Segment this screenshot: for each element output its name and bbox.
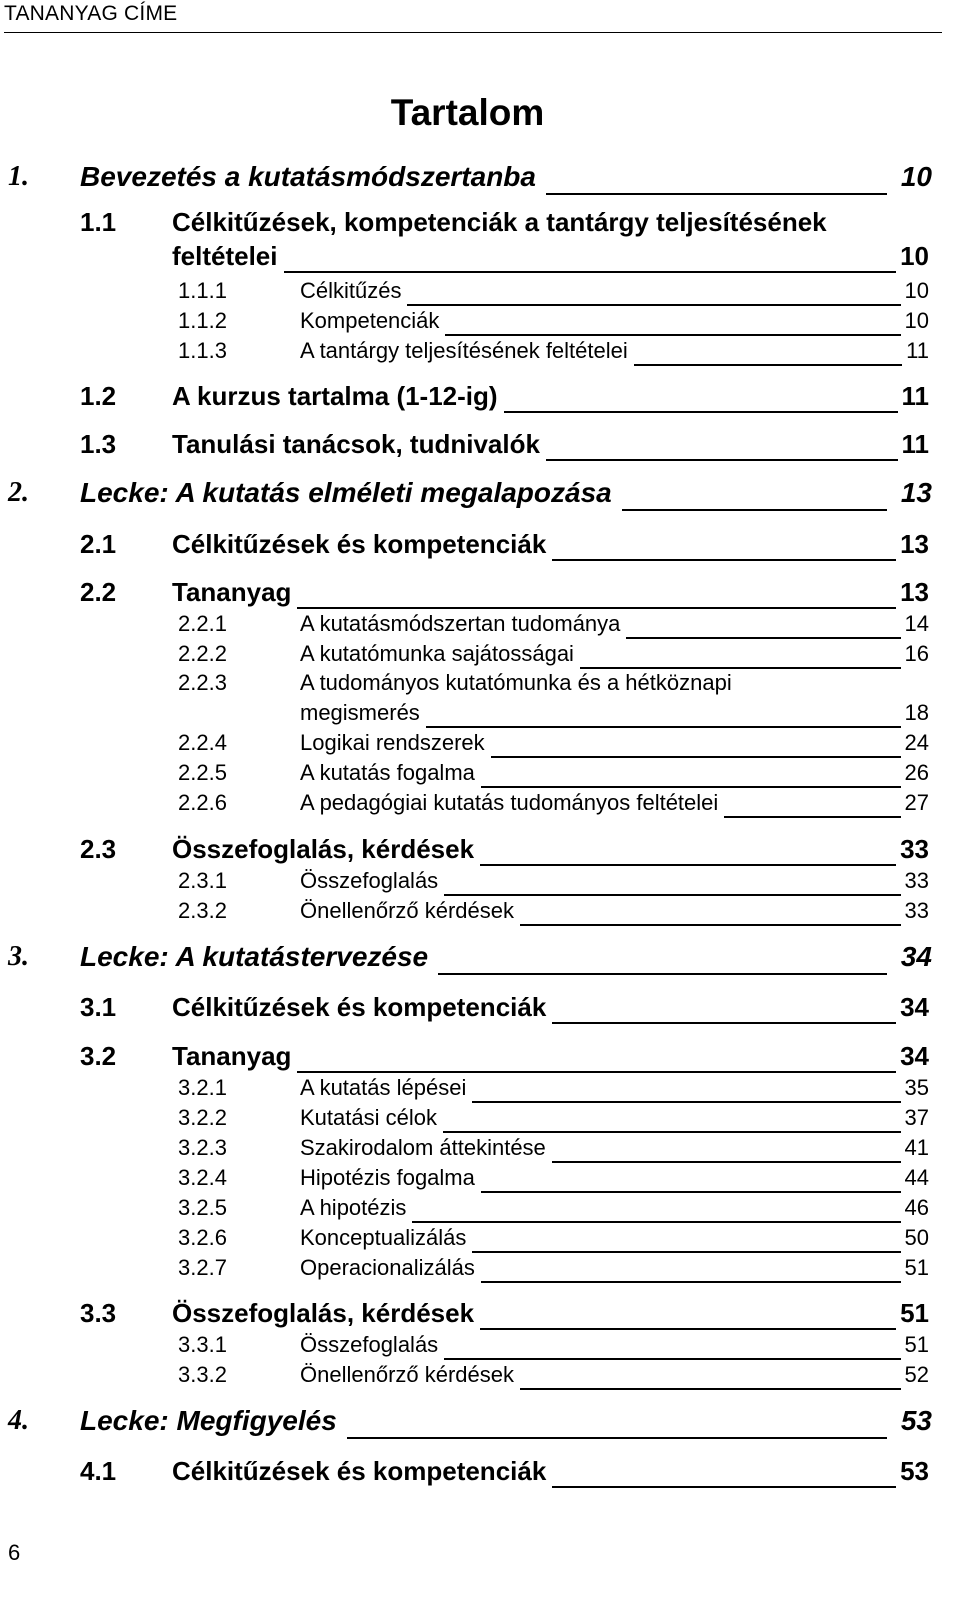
toc-subsection-entry[interactable] bbox=[0, 1157, 960, 1189]
toc-section-entry[interactable] bbox=[0, 425, 960, 457]
toc-entry-label: Összefoglalás bbox=[300, 868, 439, 893]
toc-subsection-entry[interactable] bbox=[0, 300, 960, 332]
toc-entry-page: 11 bbox=[906, 338, 929, 363]
toc-entry-page: 16 bbox=[904, 641, 929, 666]
toc-entry-page: 34 bbox=[900, 1041, 929, 1071]
toc-entry-page: 10 bbox=[904, 278, 929, 303]
toc-entry-number: 1.1.3 bbox=[178, 338, 227, 363]
toc-entry-page: 33 bbox=[904, 868, 929, 893]
toc-subsection-entry[interactable] bbox=[0, 633, 960, 665]
toc-entry-label: Célkitűzések és kompetenciák bbox=[172, 529, 547, 559]
toc-entry-number: 1.1.2 bbox=[178, 308, 227, 333]
toc-leader-line bbox=[634, 364, 902, 366]
toc-leader-line bbox=[552, 1486, 896, 1488]
toc-section-entry[interactable] bbox=[0, 377, 960, 409]
toc-entry-label: Logikai rendszerek bbox=[300, 730, 485, 755]
toc-subsection-entry[interactable] bbox=[0, 1127, 960, 1159]
toc-entry-page: 24 bbox=[904, 730, 929, 755]
toc-section-entry[interactable] bbox=[0, 525, 960, 557]
toc-entry-page: 13 bbox=[900, 529, 929, 559]
toc-entry-page: 26 bbox=[904, 760, 929, 785]
toc-section-entry[interactable] bbox=[0, 988, 960, 1020]
toc-entry-label: Lecke: A kutatástervezése bbox=[80, 941, 429, 972]
toc-entry-page: 34 bbox=[900, 992, 929, 1022]
toc-entry-label: Célkitűzés bbox=[300, 278, 402, 303]
page-number: 6 bbox=[8, 1540, 21, 1565]
toc-entry-label: Tananyag bbox=[172, 1041, 292, 1071]
toc-entry-label: Önellenőrző kérdések bbox=[300, 1362, 515, 1387]
toc-entry-number: 3.2.3 bbox=[178, 1135, 227, 1160]
toc-entry-label: Hipotézis fogalma bbox=[300, 1165, 475, 1190]
toc-chapter-entry[interactable] bbox=[0, 1403, 960, 1435]
toc-subsection-entry[interactable] bbox=[0, 670, 960, 725]
toc-section-entry[interactable] bbox=[0, 1037, 960, 1069]
toc-chapter-entry[interactable] bbox=[0, 939, 960, 971]
toc-entry-label: A kutatásmódszertan tudománya bbox=[300, 611, 621, 636]
toc-entry-number: 3.2.2 bbox=[178, 1105, 227, 1130]
toc-entry-page: 11 bbox=[901, 381, 929, 411]
toc-entry-label: Tanulási tanácsok, tudnivalók bbox=[172, 429, 540, 459]
toc-entry-number: 3.2 bbox=[80, 1041, 117, 1071]
toc-entry-page: 34 bbox=[900, 941, 932, 972]
toc-entry-number: 3.2.5 bbox=[178, 1195, 227, 1220]
header-rule bbox=[4, 32, 942, 33]
toc-entry-label: Konceptualizálás bbox=[300, 1225, 467, 1250]
toc-entry-number: 3.2.7 bbox=[178, 1255, 227, 1280]
toc-entry-page: 33 bbox=[900, 834, 929, 864]
toc-entry-number: 2.1 bbox=[80, 529, 117, 559]
toc-entry-label: Lecke: Megfigyelés bbox=[80, 1405, 337, 1436]
toc-subsection-entry[interactable] bbox=[0, 1217, 960, 1249]
toc-entry-label: Lecke: A kutatás elméleti megalapozása bbox=[80, 477, 612, 508]
toc-subsection-entry[interactable] bbox=[0, 1067, 960, 1099]
toc-entry-label: Kutatási célok bbox=[300, 1105, 437, 1130]
toc-entry-number: 4.1 bbox=[80, 1456, 117, 1486]
toc-entry-label: A kutatómunka sajátosságai bbox=[300, 641, 574, 666]
toc-leader-line bbox=[546, 193, 887, 195]
toc-entry-label: Célkitűzések és kompetenciák bbox=[172, 1456, 547, 1486]
toc-entry-page: 10 bbox=[900, 161, 932, 192]
toc-subsection-entry[interactable] bbox=[0, 722, 960, 754]
toc-subsection-entry[interactable] bbox=[0, 890, 960, 922]
toc-entry-label: feltételei bbox=[172, 241, 278, 271]
toc-chapter-entry[interactable] bbox=[0, 159, 960, 191]
toc-entry-label: A kurzus tartalma (1-12-ig) bbox=[172, 381, 498, 411]
toc-entry-number: 1.2 bbox=[80, 381, 117, 411]
toc-entry-page: 13 bbox=[900, 477, 932, 508]
toc-leader-line bbox=[481, 1281, 901, 1283]
toc-entry-number: 3.3.2 bbox=[178, 1362, 227, 1387]
toc-entry-number: 2.2.2 bbox=[178, 641, 227, 666]
toc-entry-label: Kompetenciák bbox=[300, 308, 440, 333]
toc-title: Tartalom bbox=[390, 92, 545, 133]
running-header: TANANYAG CÍME bbox=[4, 2, 178, 25]
toc-entry-number: 4. bbox=[8, 1405, 29, 1436]
toc-entry-label: Összefoglalás bbox=[300, 1332, 439, 1357]
toc-subsection-entry[interactable] bbox=[0, 782, 960, 814]
toc-entry-page: 14 bbox=[904, 611, 929, 636]
toc-entry-number: 2.2.6 bbox=[178, 790, 227, 815]
toc-entry-number: 2.2.1 bbox=[178, 611, 227, 636]
toc-subsection-entry[interactable] bbox=[0, 270, 960, 302]
toc-entry-number: 2. bbox=[8, 477, 29, 508]
toc-leader-line bbox=[552, 559, 896, 561]
toc-leader-line bbox=[546, 459, 898, 461]
toc-entry-label-line1: Célkitűzések, kompetenciák a tantárgy teljesítésének bbox=[172, 207, 827, 237]
toc-entry-number: 3.2.4 bbox=[178, 1165, 227, 1190]
toc-entry-number: 2.3.2 bbox=[178, 898, 227, 923]
toc-entry-label-line1: A tudományos kutatómunka és a hétköznapi bbox=[300, 670, 732, 695]
toc-entry-label: A kutatás fogalma bbox=[300, 760, 475, 785]
toc-entry-label: megismerés bbox=[300, 700, 420, 725]
toc-subsection-entry[interactable] bbox=[0, 1354, 960, 1386]
toc-entry-number: 3.1 bbox=[80, 992, 117, 1022]
toc-entry-number: 2.2.5 bbox=[178, 760, 227, 785]
toc-entry-page: 10 bbox=[900, 241, 929, 271]
toc-subsection-entry[interactable] bbox=[0, 1187, 960, 1219]
toc-entry-number: 2.3 bbox=[80, 834, 117, 864]
toc-subsection-entry[interactable] bbox=[0, 603, 960, 635]
toc-entry-page: 51 bbox=[900, 1298, 929, 1328]
toc-subsection-entry[interactable] bbox=[0, 330, 960, 362]
toc-leader-line bbox=[552, 1022, 896, 1024]
toc-entry-page: 33 bbox=[904, 898, 929, 923]
toc-section-entry[interactable] bbox=[0, 1294, 960, 1326]
toc-subsection-entry[interactable] bbox=[0, 752, 960, 784]
toc-entry-page: 13 bbox=[900, 577, 929, 607]
toc-entry-number: 2.3.1 bbox=[178, 868, 227, 893]
toc-entry-number: 2.2.4 bbox=[178, 730, 227, 755]
toc-leader-line bbox=[504, 411, 898, 413]
toc-entry-page: 11 bbox=[901, 429, 929, 459]
toc-entry-page: 37 bbox=[904, 1105, 929, 1130]
toc-entry-number: 1.1 bbox=[80, 207, 117, 237]
toc-entry-page: 10 bbox=[904, 308, 929, 333]
toc-leader-line bbox=[580, 667, 901, 669]
toc-entry-label: Bevezetés a kutatásmódszertanba bbox=[80, 161, 536, 192]
toc-section-entry[interactable] bbox=[0, 1452, 960, 1484]
toc-chapter-entry[interactable] bbox=[0, 475, 960, 507]
toc-subsection-entry[interactable] bbox=[0, 1097, 960, 1129]
toc-section-entry[interactable] bbox=[0, 207, 960, 271]
toc-entry-label: A pedagógiai kutatás tudományos feltételei bbox=[300, 790, 719, 815]
toc-entry-number: 1.1.1 bbox=[178, 278, 227, 303]
toc-section-entry[interactable] bbox=[0, 573, 960, 605]
toc-entry-number: 1. bbox=[8, 161, 29, 192]
toc-leader-line bbox=[438, 973, 887, 975]
toc-entry-page: 27 bbox=[904, 790, 929, 815]
toc-entry-number: 2.2 bbox=[80, 577, 117, 607]
toc-entry-page: 50 bbox=[904, 1225, 929, 1250]
toc-entry-label: Összefoglalás, kérdések bbox=[172, 834, 475, 864]
toc-leader-line bbox=[520, 924, 901, 926]
toc-entry-page: 44 bbox=[904, 1165, 929, 1190]
toc-entry-number: 1.3 bbox=[80, 429, 117, 459]
toc-entry-number: 3.3 bbox=[80, 1298, 117, 1328]
toc-entry-label: A kutatás lépései bbox=[300, 1075, 467, 1100]
toc-entry-page: 51 bbox=[904, 1332, 929, 1357]
toc-entry-number: 3. bbox=[8, 941, 29, 972]
toc-entry-label: Célkitűzések és kompetenciák bbox=[172, 992, 547, 1022]
toc-entry-label: Tananyag bbox=[172, 577, 292, 607]
toc-subsection-entry[interactable] bbox=[0, 1247, 960, 1279]
toc-leader-line bbox=[724, 816, 901, 818]
toc-entry-page: 52 bbox=[904, 1362, 929, 1387]
toc-leader-line bbox=[347, 1437, 887, 1439]
toc-entry-page: 53 bbox=[900, 1405, 932, 1436]
toc-entry-label: A hipotézis bbox=[300, 1195, 407, 1220]
toc-entry-label: Összefoglalás, kérdések bbox=[172, 1298, 475, 1328]
toc-entry-label: Operacionalizálás bbox=[300, 1255, 475, 1280]
toc-entry-label: Szakirodalom áttekintése bbox=[300, 1135, 546, 1160]
toc-entry-label: Önellenőrző kérdések bbox=[300, 898, 515, 923]
toc-entry-label: A tantárgy teljesítésének feltételei bbox=[300, 338, 628, 363]
toc-entry-number: 3.3.1 bbox=[178, 1332, 227, 1357]
toc-entry-number: 3.2.6 bbox=[178, 1225, 227, 1250]
toc-leader-line bbox=[622, 509, 887, 511]
toc-entry-page: 35 bbox=[904, 1075, 929, 1100]
toc-leader-line bbox=[520, 1388, 901, 1390]
toc-entry-page: 18 bbox=[904, 700, 929, 725]
toc-entry-number: 3.2.1 bbox=[178, 1075, 227, 1100]
toc-subsection-entry[interactable] bbox=[0, 860, 960, 892]
toc-subsection-entry[interactable] bbox=[0, 1324, 960, 1356]
toc-section-entry[interactable] bbox=[0, 830, 960, 862]
toc-entry-page: 53 bbox=[900, 1456, 929, 1486]
toc-entry-page: 51 bbox=[904, 1255, 929, 1280]
toc-entry-page: 41 bbox=[904, 1135, 929, 1160]
toc-entry-number: 2.2.3 bbox=[178, 670, 227, 695]
toc-entry-page: 46 bbox=[904, 1195, 929, 1220]
